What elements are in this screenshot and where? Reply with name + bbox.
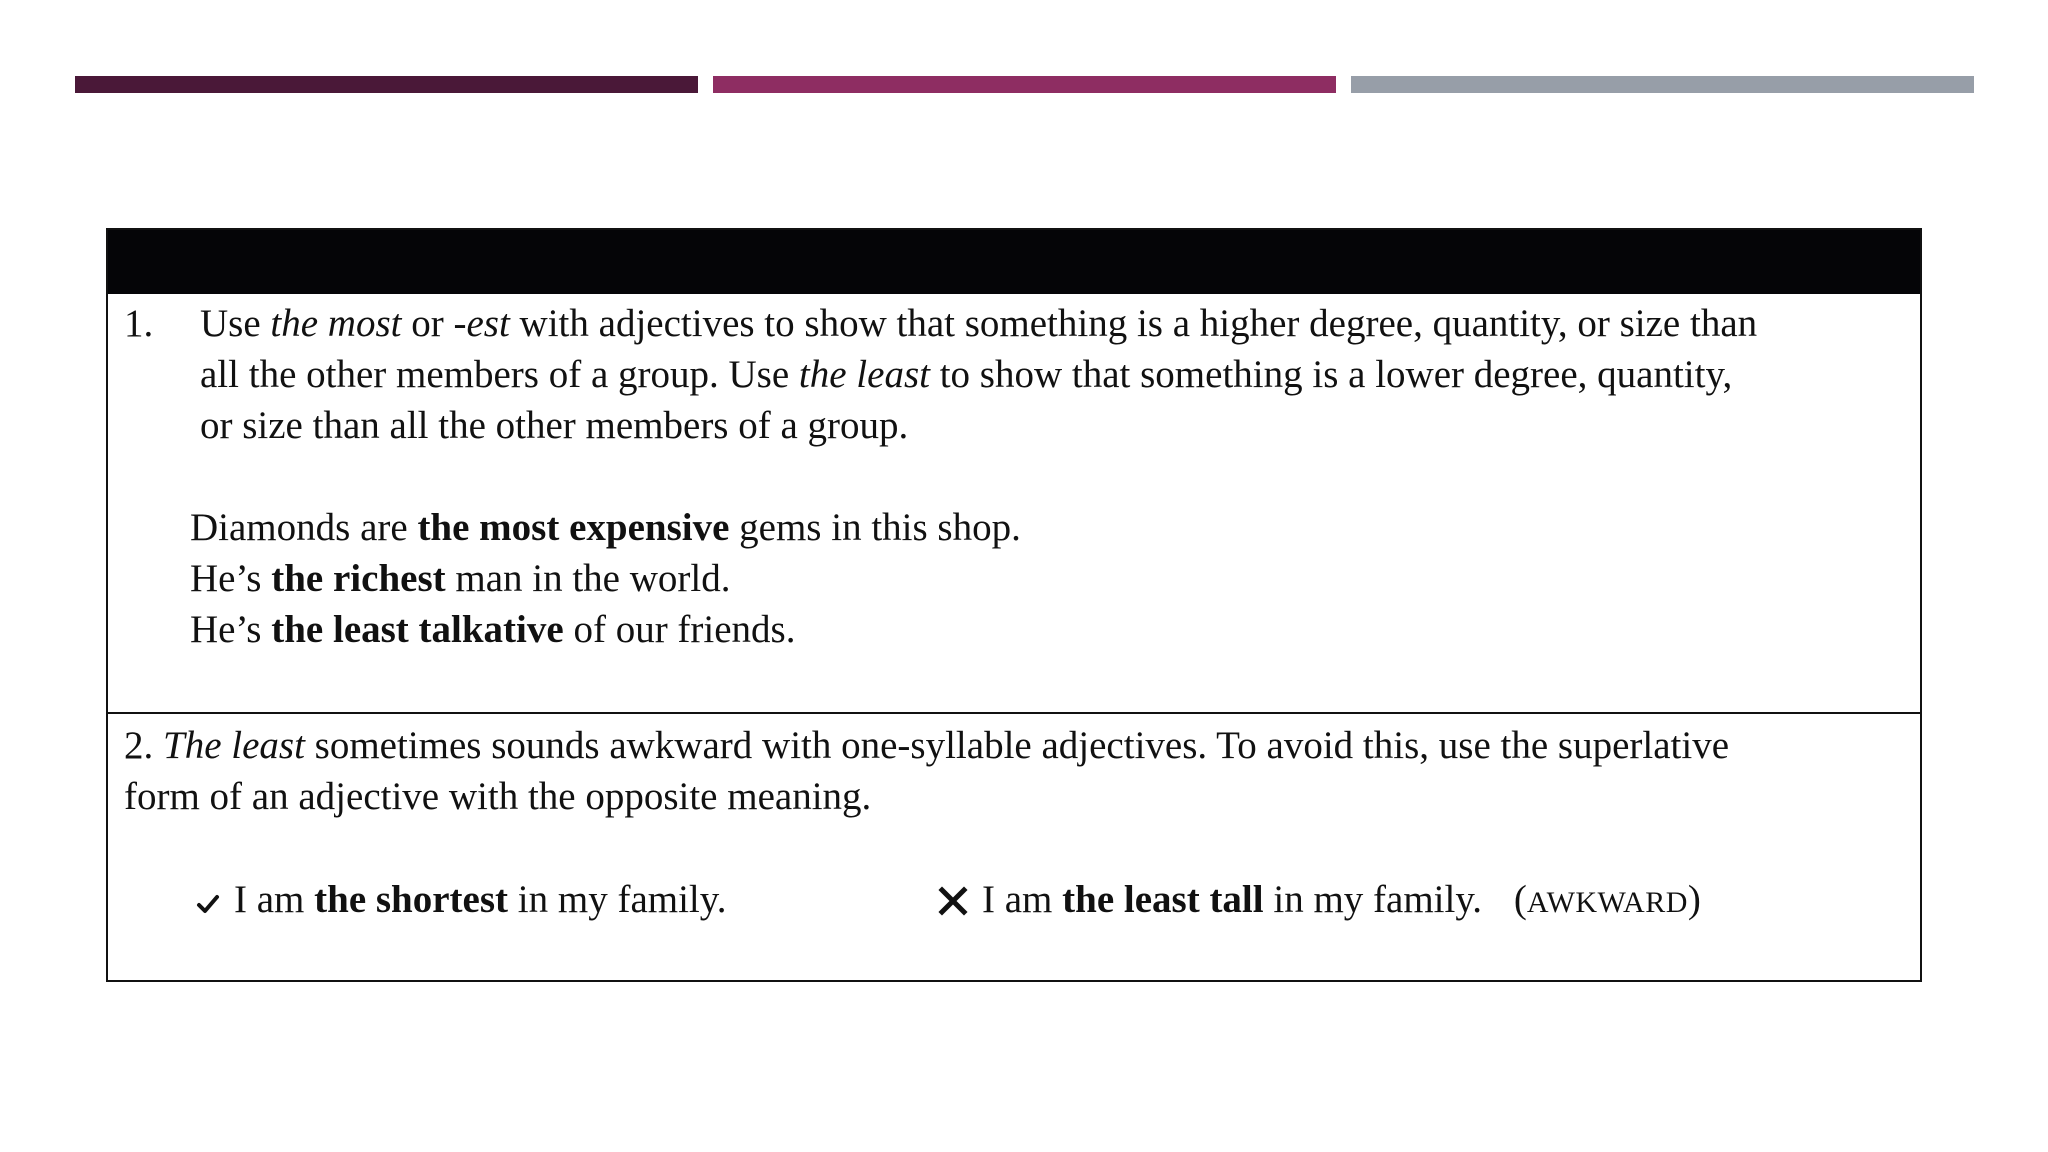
- text-run: the most: [270, 302, 402, 345]
- top-bar-gray: [1351, 76, 1974, 93]
- decorative-top-bars: [75, 76, 1975, 93]
- text-run: the shortest: [314, 878, 509, 921]
- rule-1-text: [200, 298, 1757, 451]
- text-run: in my family.: [508, 878, 727, 921]
- text-run: The least: [163, 724, 305, 767]
- text-run: the least tall: [1062, 878, 1264, 921]
- rule-2-line: [124, 720, 1729, 771]
- rule-1-number: 1.: [124, 302, 154, 345]
- text-run: man in the world.: [445, 557, 731, 600]
- text-run: Diamonds are: [190, 506, 418, 549]
- text-run: the least: [798, 353, 930, 396]
- text-run: in my family.: [1263, 878, 1483, 921]
- awkward-label: AWKWARD: [1526, 886, 1688, 919]
- text-run: Use: [200, 302, 271, 345]
- comparison-examples: [108, 874, 1920, 934]
- check-icon: [196, 878, 220, 929]
- top-bar-dark-purple: [75, 76, 698, 93]
- text-run: He’s: [190, 608, 272, 651]
- x-icon: [938, 878, 968, 929]
- text-run: I am: [234, 878, 315, 921]
- text-run: I am: [982, 878, 1063, 921]
- awkward-close-paren: ): [1687, 878, 1701, 921]
- text-run: He’s: [190, 557, 272, 600]
- rule-1-line: [200, 298, 1757, 349]
- rule-1-line: [200, 400, 1757, 451]
- text-run: -est: [453, 302, 510, 345]
- correct-example: [196, 874, 726, 929]
- text-run: the least talkative: [271, 608, 564, 651]
- text-run: with adjectives to show that something is a higher degree, quantity, or size than: [509, 302, 1758, 345]
- rule-1-examples: [190, 502, 1021, 655]
- rule-2-text: [124, 720, 1729, 822]
- text-run: or size than all the other members of a group.: [200, 404, 909, 447]
- text-run: form of an adjective with the opposite meaning.: [124, 775, 872, 818]
- rule-2-cell: [108, 714, 1920, 980]
- text-run: or: [401, 302, 454, 345]
- text-run: of our friends.: [563, 608, 796, 651]
- example-sentence: [190, 502, 1021, 553]
- correct-example-text: [234, 878, 726, 921]
- table-header-band: [108, 230, 1920, 294]
- rule-1-line: [200, 349, 1757, 400]
- rule-2-line: [124, 771, 1729, 822]
- top-bar-magenta: [713, 76, 1336, 93]
- text-run: sometimes sounds awkward with one-syllable adjectives. To avoid this, use the superlative: [304, 724, 1730, 767]
- incorrect-example: [938, 874, 1701, 929]
- text-run: the most expensive: [417, 506, 730, 549]
- text-run: all the other members of a group. Use: [200, 353, 799, 396]
- text-run: to show that something is a lower degree, quantity,: [929, 353, 1733, 396]
- example-sentence: [190, 553, 1021, 604]
- text-run: gems in this shop.: [729, 506, 1021, 549]
- rule-1-cell: [108, 294, 1920, 714]
- text-run: the richest: [271, 557, 446, 600]
- example-sentence: [190, 604, 1021, 655]
- incorrect-example-text: [982, 878, 1482, 921]
- text-run: 2.: [124, 724, 163, 767]
- superlative-rules-table: [106, 228, 1922, 982]
- awkward-open-paren: (: [1513, 878, 1527, 921]
